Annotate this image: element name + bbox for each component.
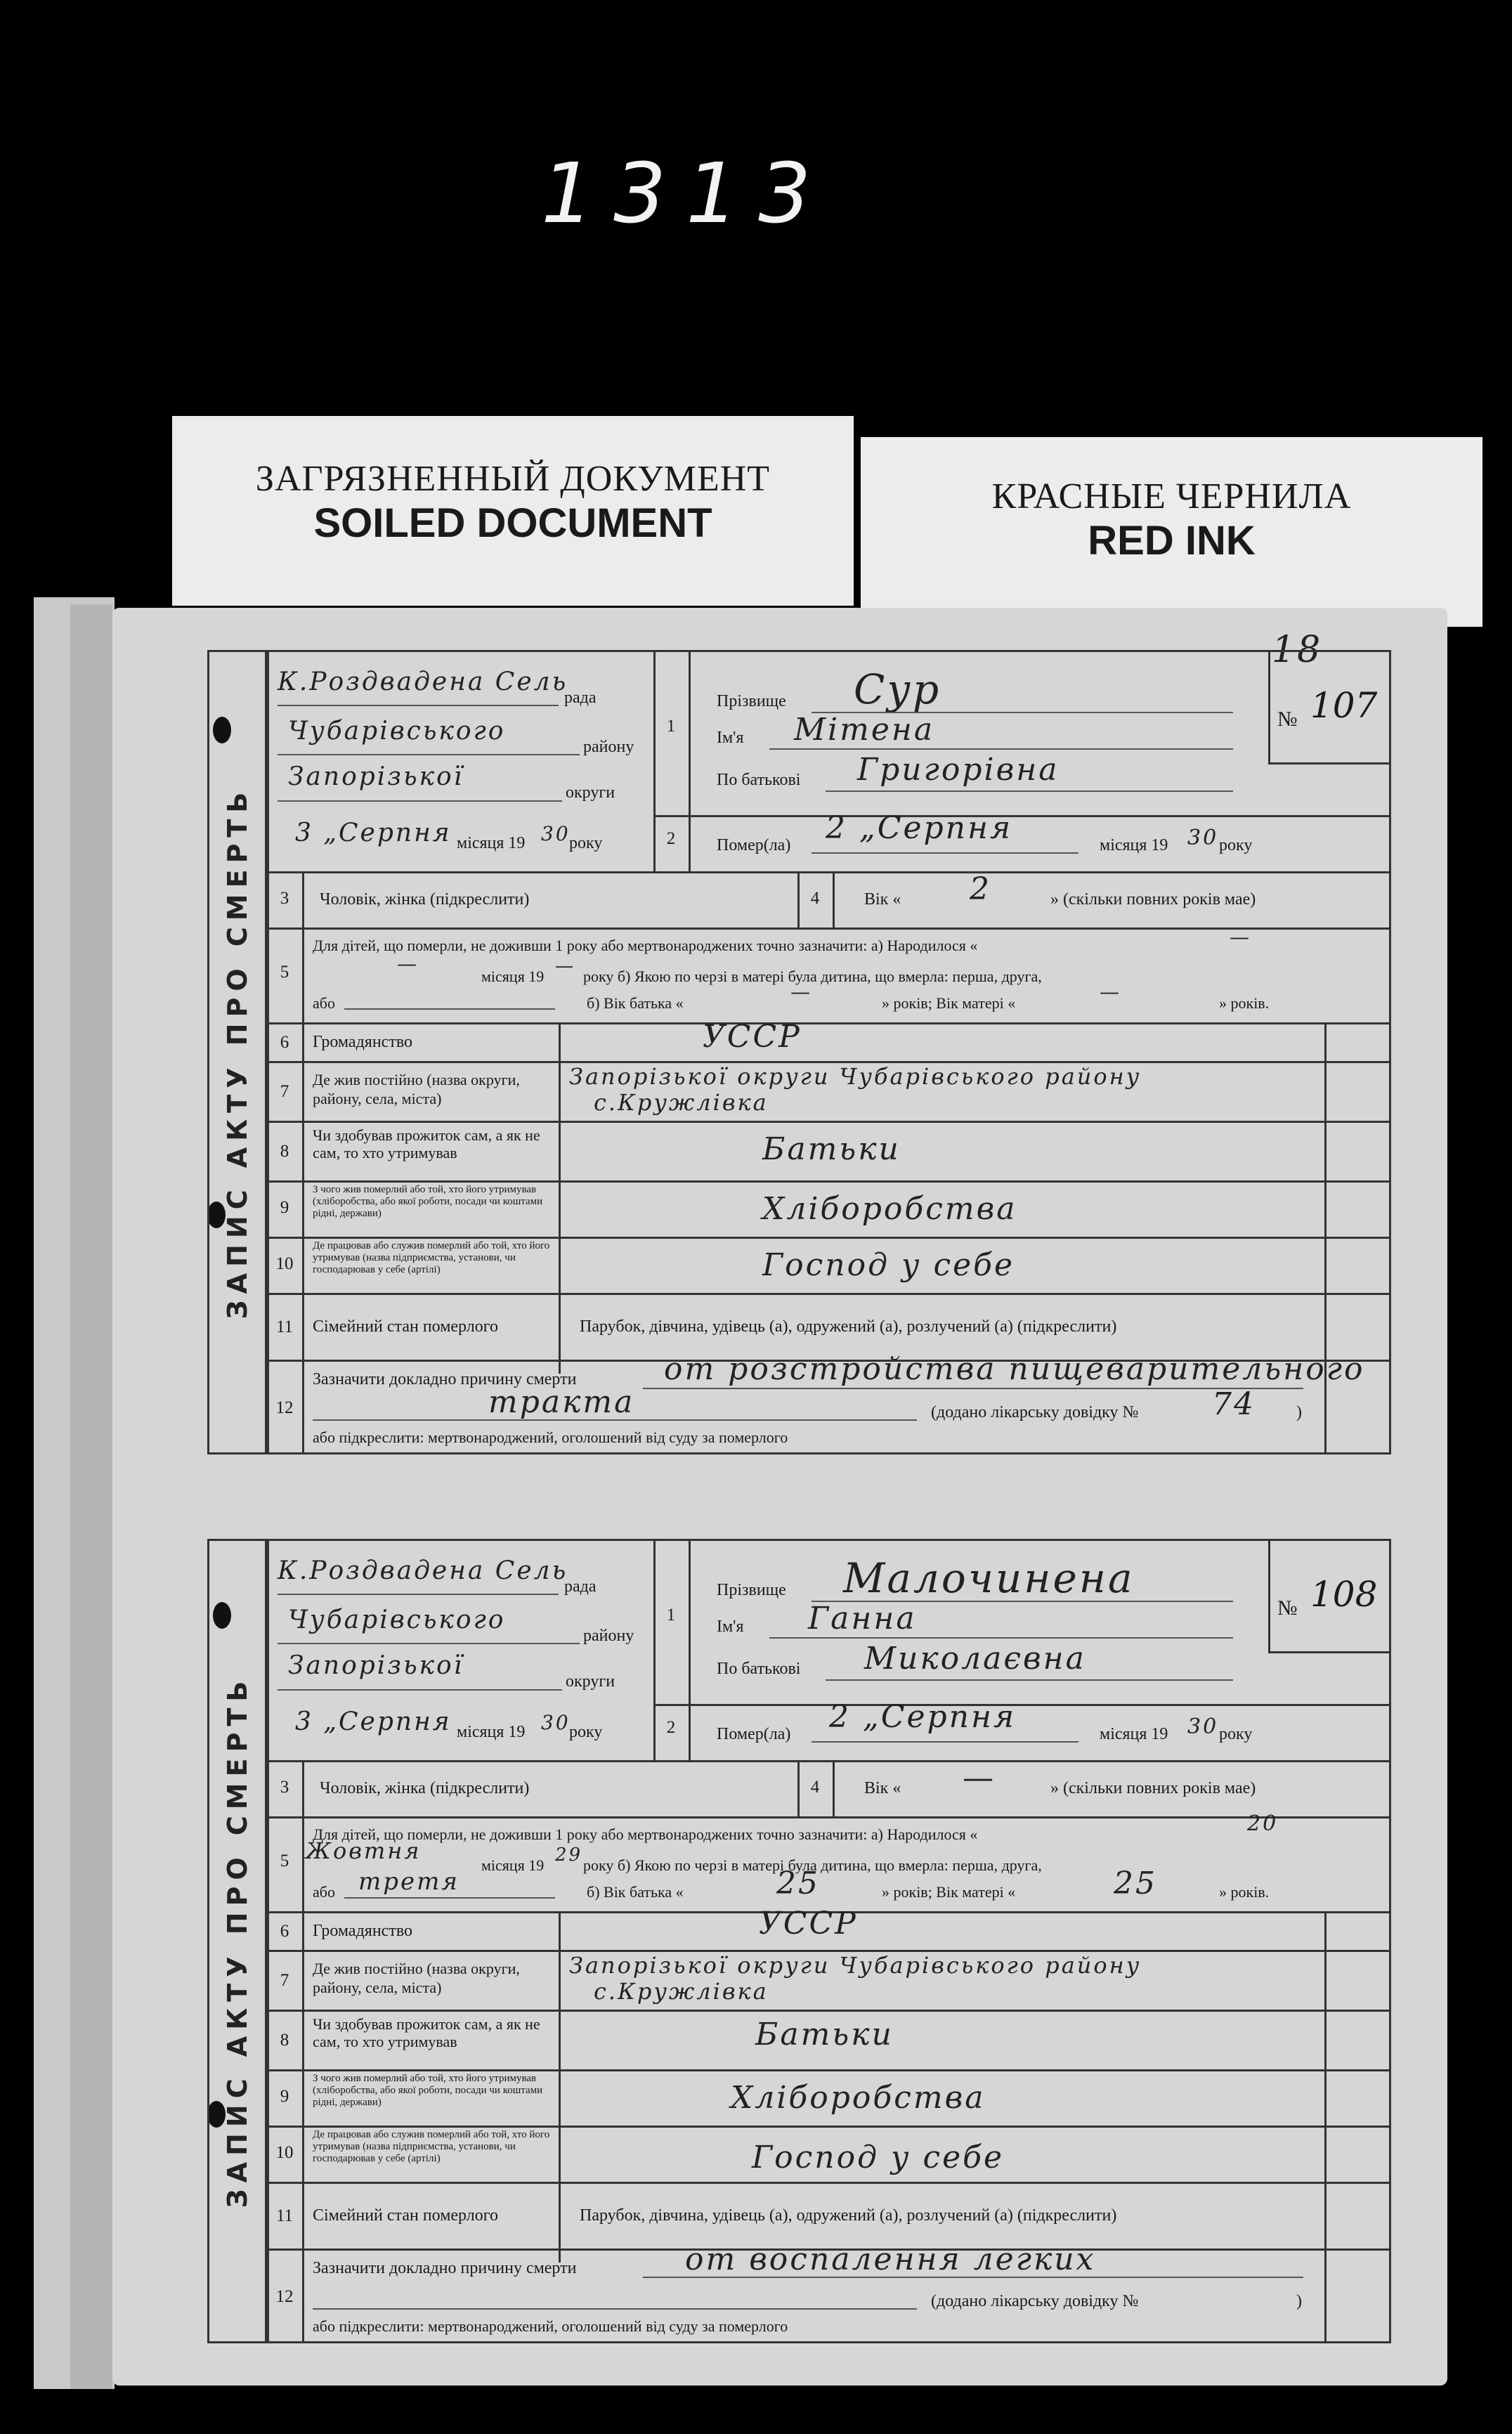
age-value: — <box>963 1760 996 1796</box>
record-number-label: № <box>1277 708 1298 731</box>
age-label: Вік « <box>864 1779 901 1797</box>
row-number: 5 <box>280 963 289 982</box>
father-age-label: б) Вік батька « <box>587 994 684 1012</box>
work-value: Господ у себе <box>752 2140 1005 2175</box>
red-ink-label-ru: КРАСНЫЕ ЧЕРНИЛА <box>991 476 1352 516</box>
children-month-label: місяця 19 <box>481 968 545 985</box>
child-order-value: третя <box>358 1868 460 1896</box>
age-label: Вік « <box>864 890 901 909</box>
stillborn-note: або підкреслити: мертвонароджений, оголошений від суду за померлого <box>313 1428 788 1446</box>
death-year-value: 30 <box>1187 826 1219 850</box>
record-title: ЗАПИС АКТУ ПРО СМЕРТЬ <box>207 1539 267 2343</box>
registration-year-label: року <box>569 834 603 852</box>
death-year-value: 30 <box>1187 1714 1219 1739</box>
children-line-2: року б) Якою по черзі в матері була дитина, що вмерла: перша, друга, <box>583 1856 1042 1874</box>
income-label: З чого жив померлий або той, хто його утримував (хліборобства, або якої роботи, посади чи коштами рідні, держави) <box>313 1184 543 1219</box>
row-number: 9 <box>280 1198 289 1217</box>
row-number: 5 <box>280 1851 289 1870</box>
support-label: Чи здобував прожиток сам, а як не сам, то хто утримував <box>313 1126 540 1161</box>
death-date-value: 2 „Серпня <box>826 810 1013 846</box>
child-year-value: 29 <box>555 1844 583 1866</box>
row-number: 4 <box>810 1778 820 1797</box>
residence-label: Де жив постійно (назва округи, району, села, міста) <box>313 1071 520 1107</box>
citizenship-label: Громадянство <box>313 1033 412 1051</box>
rada-value: К.Роздвадена Сель <box>278 1556 568 1585</box>
cause-label: Зазначити докладно причину смерти <box>313 2259 577 2277</box>
work-value: Господ у себе <box>762 1247 1015 1283</box>
citizenship-value: УСCР <box>703 1019 802 1055</box>
income-label: З чого жив померлий або той, хто його утримував (хліборобства, або якої роботи, посади чи коштами рідні, держави) <box>313 2073 543 2108</box>
registration-year-label: року <box>569 1723 603 1741</box>
residence-value-1: Запорізької округи Чубарівського району <box>569 1952 1142 1979</box>
certificate-number-value: 74 <box>1212 1386 1256 1422</box>
income-value: Хліборобства <box>731 2080 986 2116</box>
row-number: 6 <box>280 1922 289 1941</box>
income-value: Хліборобства <box>762 1191 1017 1227</box>
record-number-value: 107 <box>1310 685 1378 726</box>
residence-value-2: с.Кружлівка <box>594 1978 769 2005</box>
died-label: Помер(ла) <box>717 836 791 854</box>
age-value: 2 <box>970 871 991 907</box>
rada-label: рада <box>564 1577 597 1596</box>
name-label: Ім'я <box>717 1618 744 1636</box>
registration-year-value: 30 <box>541 1711 571 1734</box>
children-line-1: Для дітей, що померли, не доживши 1 року або мертвонароджених точно зазначити: а) Народилося « <box>313 1825 978 1843</box>
raion-value: Чубарівського <box>288 1606 506 1634</box>
gender-label: Чоловік, жінка (підкреслити) <box>320 890 530 909</box>
death-date-value: 2 „Серпня <box>829 1699 1017 1735</box>
age-suffix: » (скільки повних років мае) <box>1050 890 1256 909</box>
gender-label: Чоловік, жінка (підкреслити) <box>320 1779 530 1797</box>
row-number: 3 <box>280 889 289 908</box>
years-suffix: » років. <box>1219 1883 1270 1901</box>
record-number-value: 108 <box>1310 1574 1378 1615</box>
marital-status-label: Сімейний стан померлого <box>313 1317 498 1336</box>
child-born-value: — <box>1230 925 1251 949</box>
surname-value: Сур <box>854 665 941 713</box>
marital-status-label: Сімейний стан померлого <box>313 2206 498 2225</box>
red-ink-label <box>861 437 1482 627</box>
father-age-value: 25 <box>776 1866 820 1901</box>
cause-value-2: тракта <box>488 1384 635 1420</box>
mother-age-label: » років; Вік матері « <box>882 1883 1016 1901</box>
support-value: Батьки <box>755 2017 894 2052</box>
row-number: 11 <box>275 2206 294 2225</box>
okruha-value: Запорізької <box>288 1651 464 1680</box>
death-record: ЗАПИС АКТУ ПРО СМЕРТЬ К.Роздвадена Сель рада Чубарівського району Запорізької округи 3 „Серпня місяця 19 30 року 1 2 Прізвище Малочинена Ім'я Ганна По батькові Миколаєвна № 108 Помер(ла) 2 „Серпня місяця 19 30 року 3 Чоловік, жінка (підкреслити) 4 Вік « — » (скільки повних років мае) 5 Для дітей, що померли, не доживши 1 року або мертвонароджених точно зазначити: а) Народилося « 20 Жовтня місяця 19 29 року б) Якою по черзі в матері була дитина, що вмерла: перша, друга, або третя б) Вік батька « 25 » років; Вік матері « 25 » років. 6 Громадянство УСCР 7 Де жив постійно (назва округи, району, села, міста) Запорізької округи Чубарівського району с.Кружлівка 8 Чи здобував прожиток сам, а як не сам, то хто утримував Батьки 9 З чого жив померлий або той, хто його утримував (хліборобства, або якої роботи, посади чи коштами рідні, держави) Хліборобства 10 Де працював або служив померлий або той, хто його утримував (назва підприємства, установи, чи господарював у себе (артілі) Господ у себе 11 Сімейний стан померлого Парубок, дівчина, удівець (а), одружений (а), розлучений (а) (підкреслити) 12 Зазначити докладно причину смерти от воспалення легких (додано лікарську довідку № ) або підкреслити: мертвонароджений, оголошений від суду за померлого <box>207 1539 1391 2343</box>
surname-label: Прізвище <box>717 692 786 710</box>
row-number: 2 <box>666 1718 676 1737</box>
row-number: 8 <box>280 1142 289 1161</box>
soiled-label-en: SOILED DOCUMENT <box>313 500 712 546</box>
name-label: Ім'я <box>717 729 744 747</box>
rada-value: К.Роздвадена Сель <box>278 668 568 696</box>
archive-number: 1313 <box>541 145 831 242</box>
support-value: Батьки <box>762 1131 901 1167</box>
row-number: 8 <box>280 2031 289 2050</box>
child-month-value: — <box>397 952 419 975</box>
death-year-label: року <box>1219 1725 1253 1743</box>
cause-label: Зазначити докладно причину смерти <box>313 1370 577 1388</box>
residence-label: Де жив постійно (назва округи, району, села, міста) <box>313 1960 520 1996</box>
row-number: 1 <box>666 1606 676 1625</box>
years-suffix: » років. <box>1219 994 1270 1012</box>
book-spine-shadow <box>70 604 112 2389</box>
marital-status-options: Парубок, дівчина, удівець (а), одружений (а), розлучений (а) (підкреслити) <box>580 1317 1117 1336</box>
patronymic-value: Миколаєвна <box>864 1641 1086 1677</box>
child-month-value: Жовтня <box>306 1837 422 1864</box>
surname-label: Прізвище <box>717 1581 786 1599</box>
died-label: Помер(ла) <box>717 1725 791 1743</box>
child-born-value: 20 <box>1247 1811 1279 1836</box>
row-number: 3 <box>280 1778 289 1797</box>
okruhy-label: округи <box>566 1672 615 1691</box>
father-age-label: б) Вік батька « <box>587 1883 684 1901</box>
rada-label: рада <box>564 689 597 707</box>
children-or-label: або <box>313 1883 335 1901</box>
death-record: ЗАПИС АКТУ ПРО СМЕРТЬ К.Роздвадена Сель рада Чубарівського району Запорізької округи 3 „Серпня місяця 19 30 року 1 2 Прізвище Сур Ім'я Мітена По батькові Григорівна № 107 Помер(ла) 2 „Серпня місяця 19 30 року 3 Чоловік, жінка (підкреслити) 4 Вік « 2 » (скільки повних років мае) 5 Для дітей, що померли, не доживши 1 року або мертвонароджених точно зазначити: а) Народилося « — — місяця 19 — року б) Якою по черзі в матері була дитина, що вмерла: перша, друга, або б) Вік батька « — » років; Вік матері « — » років. 6 Громадянство УСCР 7 Де жив постійно (назва округи, району, села, міста) Запорізької округи Чубарівського району с.Кружлівка 8 Чи здобував прожиток сам, а як не сам, то хто утримував Батьки 9 З чого жив померлий або той, хто його утримував (хліборобства, або якої роботи, посади чи коштами рідні, держави) Хліборобства 10 Де працював або служив померлий або той, хто його утримував (назва підприємства, установи, чи господарював у себе (артілі) Господ у себе 11 Сімейний стан померлого Парубок, дівчина, удівець (а), одружений (а), розлучений (а) (підкреслити) 12 Зазначити докладно причину смерти от розстройства пищеварительного тракта (додано лікарську довідку № 74 ) або підкреслити: мертвонароджений, оголошений від суду за померлого <box>207 650 1391 1454</box>
name-value: Ганна <box>808 1601 917 1636</box>
children-line-1: Для дітей, що померли, не доживши 1 року або мертвонароджених точно зазначити: а) Народилося « <box>313 937 978 954</box>
mother-age-value: — <box>1100 980 1121 1003</box>
children-or-label: або <box>313 994 335 1012</box>
death-year-label: року <box>1219 836 1253 854</box>
support-label: Чи здобував прожиток сам, а як не сам, то хто утримував <box>313 2015 540 2050</box>
child-year-value: — <box>555 956 575 977</box>
raion-label: району <box>583 1627 634 1645</box>
row-number: 11 <box>275 1317 294 1336</box>
row-number: 10 <box>275 2143 294 2162</box>
row-number: 12 <box>275 2287 294 2306</box>
cause-value-1: от воспалення легких <box>685 2241 1096 2277</box>
red-ink-label-en: RED INK <box>1088 518 1256 564</box>
certificate-label: (додано лікарську довідку № <box>931 1403 1139 1421</box>
row-number: 1 <box>666 717 676 736</box>
patronymic-value: Григорівна <box>857 752 1060 788</box>
name-value: Мітена <box>794 712 935 748</box>
patronymic-label: По батькові <box>717 1660 801 1678</box>
row-number: 2 <box>666 829 676 848</box>
certificate-label: (додано лікарську довідку № <box>931 2292 1139 2310</box>
soiled-label-ru: ЗАГРЯЗНЕННЫЙ ДОКУМЕНТ <box>255 459 771 499</box>
row-number: 12 <box>275 1398 294 1417</box>
record-title: ЗАПИС АКТУ ПРО СМЕРТЬ <box>207 650 267 1454</box>
work-label: Де працював або служив померлий або той, хто його утримував (назва підприємства, установи, чи господарював у себе (артілі) <box>313 1240 550 1275</box>
corner-mark: 18 <box>1272 629 1323 671</box>
mother-age-value: 25 <box>1114 1866 1157 1901</box>
raion-label: району <box>583 738 634 756</box>
row-number: 9 <box>280 2087 289 2106</box>
record-number-label: № <box>1277 1596 1298 1620</box>
row-number: 7 <box>280 1971 289 1990</box>
children-month-label: місяця 19 <box>481 1856 545 1874</box>
raion-value: Чубарівського <box>288 717 506 746</box>
work-label: Де працював або служив померлий або той, хто його утримував (назва підприємства, установи, чи господарював у себе (артілі) <box>313 2129 550 2164</box>
registration-date-value: 3 „Серпня <box>295 1707 452 1736</box>
registration-year-value: 30 <box>541 822 571 845</box>
soiled-document-label <box>172 416 854 606</box>
row-number: 7 <box>280 1082 289 1101</box>
cause-value-1: от розстройства пищеварительного <box>664 1351 1365 1387</box>
registration-month-label: місяця 19 <box>457 834 526 852</box>
residence-value-2: с.Кружлівка <box>594 1089 769 1116</box>
death-month-label: місяця 19 <box>1100 1725 1168 1743</box>
row-number: 10 <box>275 1254 294 1273</box>
marital-status-options: Парубок, дівчина, удівець (а), одружений (а), розлучений (а) (підкреслити) <box>580 2206 1117 2225</box>
registration-date-value: 3 „Серпня <box>295 819 452 847</box>
citizenship-label: Громадянство <box>313 1922 412 1940</box>
children-line-2: року б) Якою по черзі в матері була дитина, що вмерла: перша, друга, <box>583 968 1042 985</box>
father-age-value: — <box>790 980 812 1003</box>
death-month-label: місяця 19 <box>1100 836 1168 854</box>
mother-age-label: » років; Вік матері « <box>882 994 1016 1012</box>
age-suffix: » (скільки повних років мае) <box>1050 1779 1256 1797</box>
registration-month-label: місяця 19 <box>457 1723 526 1741</box>
citizenship-value: УСCР <box>759 1906 858 1941</box>
surname-value: Малочинена <box>843 1554 1135 1602</box>
row-number: 4 <box>810 889 820 908</box>
residence-value-1: Запорізької округи Чубарівського району <box>569 1063 1142 1090</box>
patronymic-label: По батькові <box>717 771 801 789</box>
row-number: 6 <box>280 1033 289 1052</box>
okruhy-label: округи <box>566 783 615 802</box>
okruha-value: Запорізької <box>288 762 464 791</box>
stillborn-note: або підкреслити: мертвонароджений, оголошений від суду за померлого <box>313 2317 788 2335</box>
